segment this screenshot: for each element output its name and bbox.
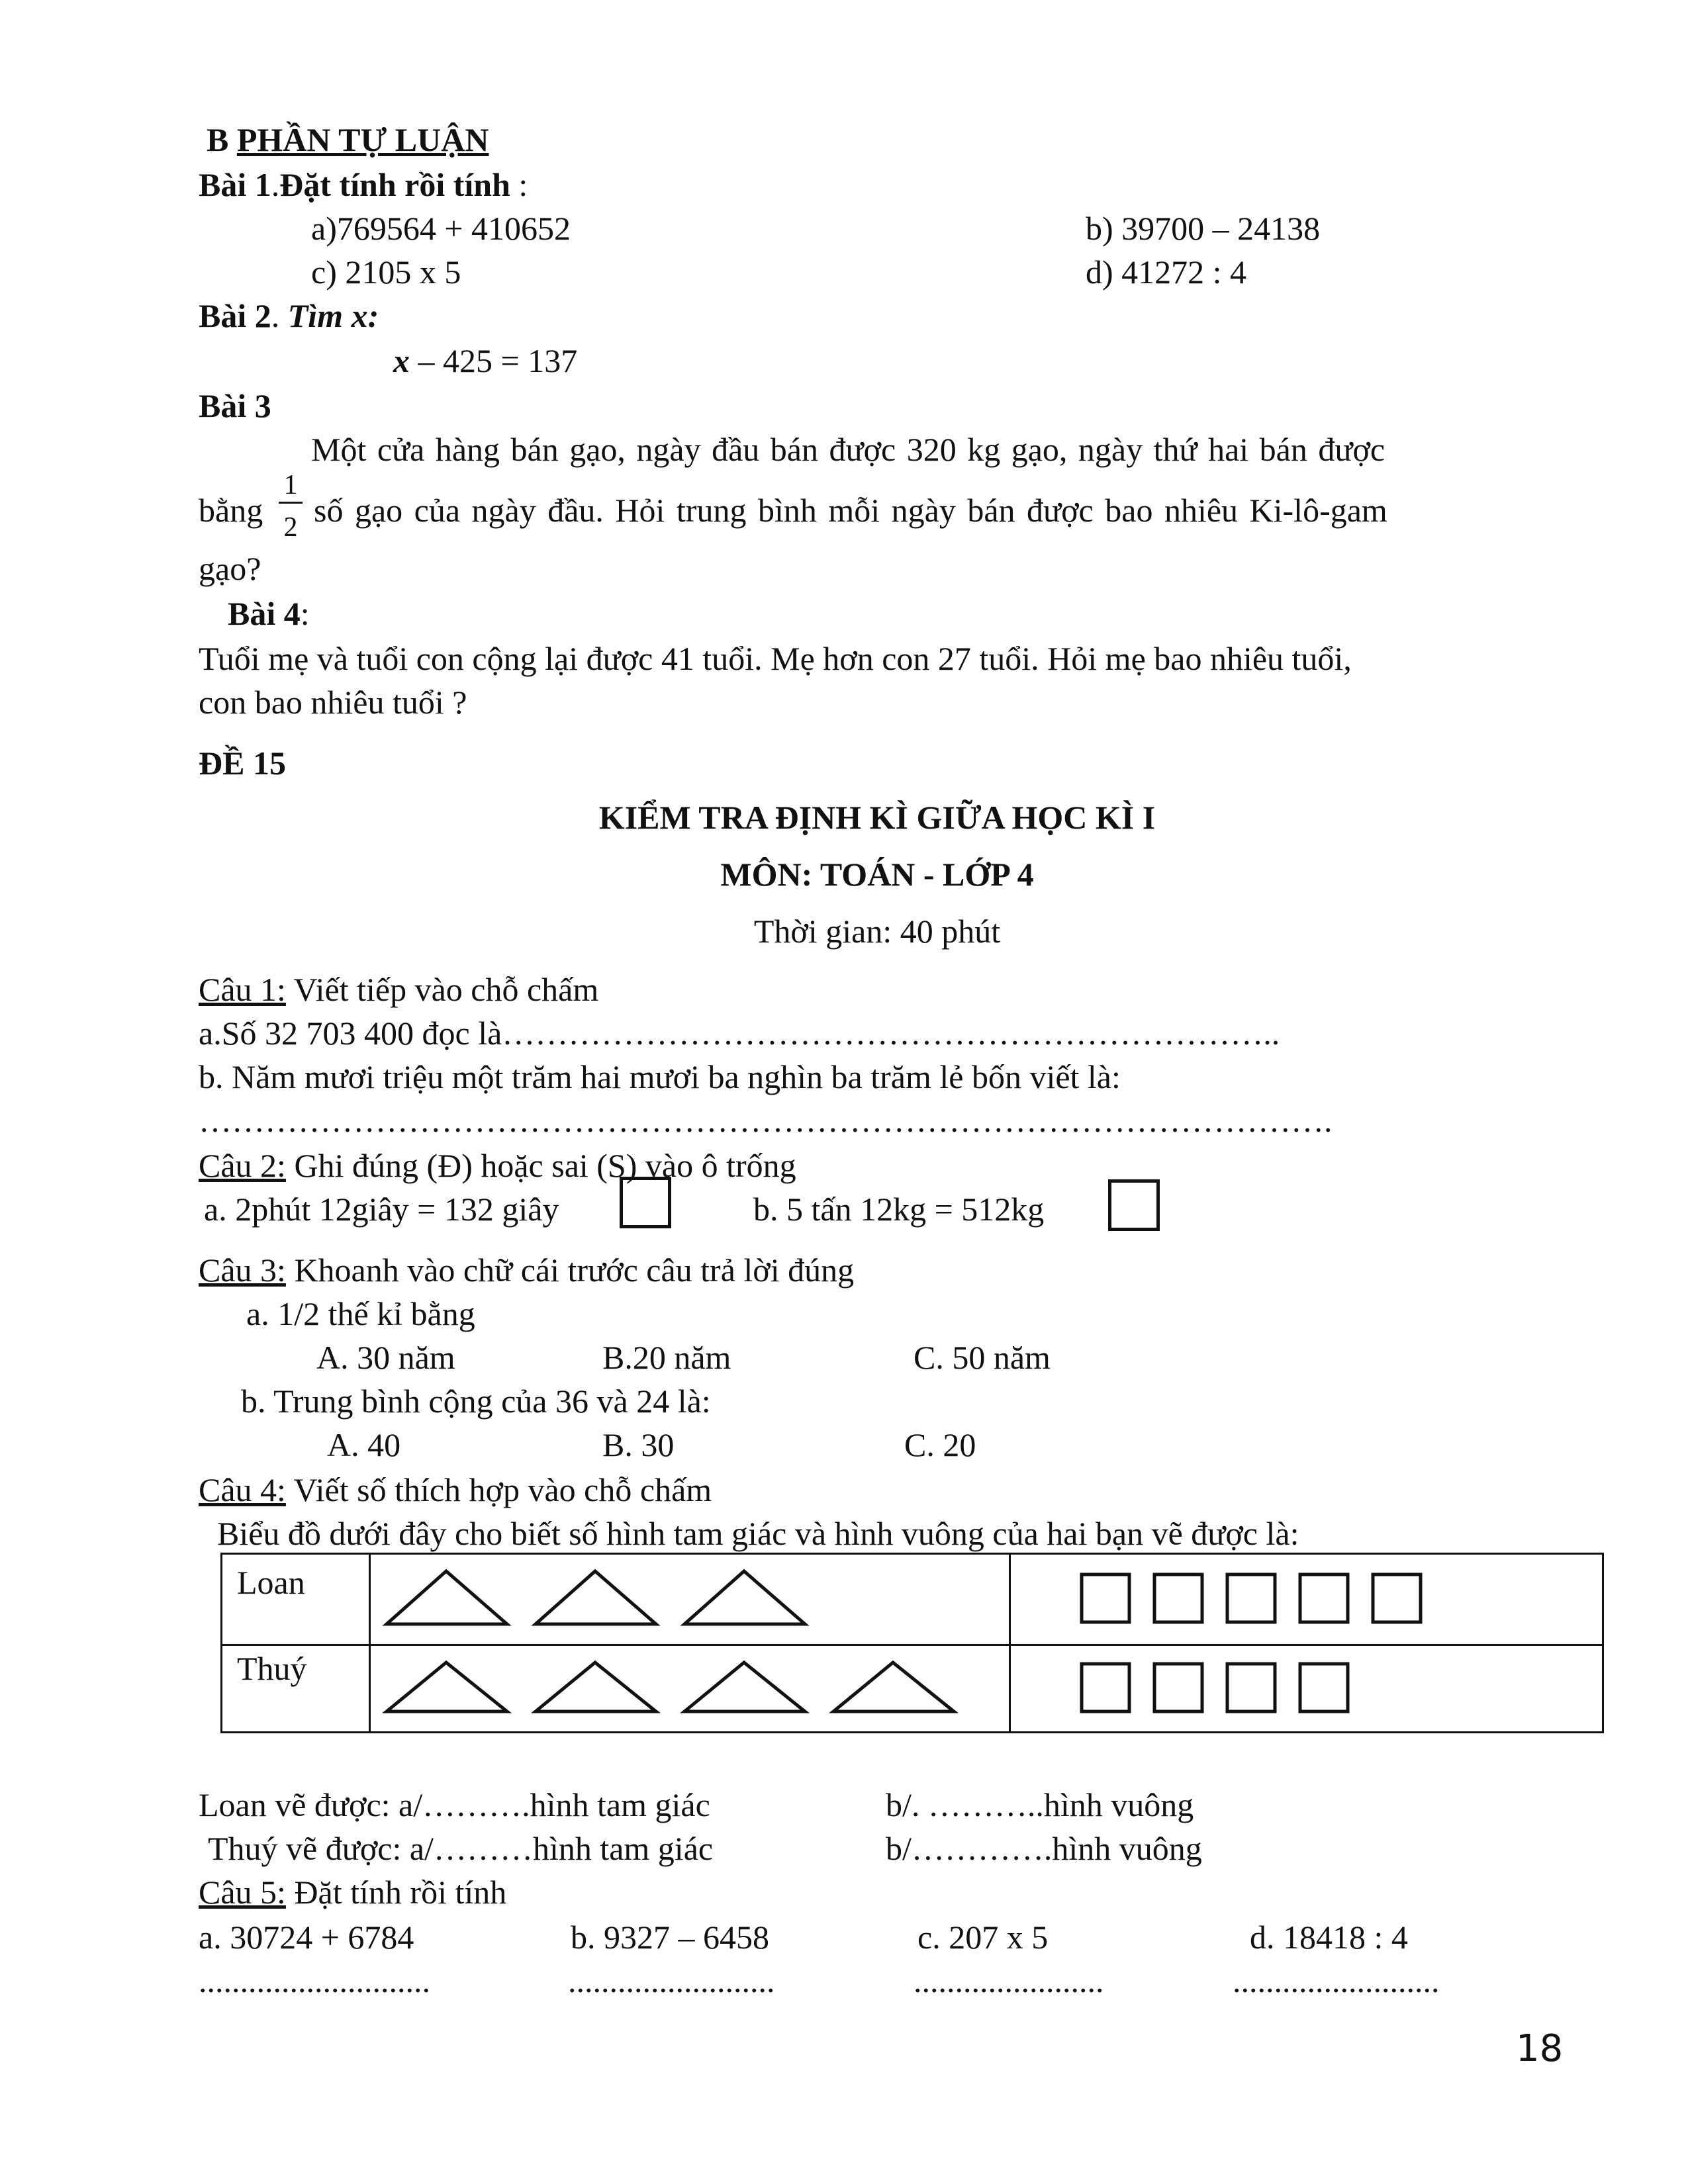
cau3-qb-option-b[interactable]: B. 30 (602, 1426, 675, 1463)
triangle-shape (536, 1571, 656, 1624)
square-shape (1154, 1574, 1202, 1622)
cau3-qa-option-b[interactable]: B.20 năm (602, 1339, 731, 1376)
cau5-item-d: d. 18418 : 4 (1250, 1919, 1408, 1956)
triangle-shape (833, 1662, 954, 1711)
loan-answer-a: Loan vẽ được: a/……….hình tam giác (199, 1786, 710, 1823)
thuy-answer-b: b/………….hình vuông (886, 1830, 1202, 1867)
triangle-shape (684, 1662, 805, 1711)
bai4-title: Bài 4: (228, 595, 310, 632)
cau1-a: a.Số 32 703 400 đọc là…………………………………………………………….. (199, 1015, 1280, 1052)
bai3-line1: Một cửa hàng bán gạo, ngày đầu bán được 320 kg gạo, ngày thứ hai bán được (311, 431, 1385, 468)
fraction-denominator: 2 (283, 512, 298, 543)
de-label: ĐỀ 15 (199, 745, 286, 782)
cau5-heading: Câu 5: Đặt tính rồi tính (199, 1874, 507, 1911)
cau2-heading: Câu 2: Ghi đúng (Đ) hoặc sai (S) vào ô trống (199, 1147, 796, 1184)
cau3-qa: a. 1/2 thế kỉ bằng (246, 1295, 475, 1332)
square-shape (1227, 1664, 1275, 1711)
bai1-a: a)769564 + 410652 (311, 210, 571, 247)
cau5-dots-a: ............................ (199, 1962, 430, 1999)
bai1-d: d) 41272 : 4 (1086, 253, 1247, 291)
section-heading-text: PHẦN TỰ LUẬN (236, 121, 489, 158)
cau5-dots-b: ......................... (568, 1962, 775, 1999)
triangle-shape (536, 1662, 656, 1711)
bai4-line2: con bao nhiêu tuổi ? (199, 684, 467, 721)
cau5-item-c: c. 207 x 5 (917, 1919, 1049, 1956)
row-name-thuy: Thuý (237, 1650, 307, 1687)
square-shape (1154, 1664, 1202, 1711)
thuy-answer-a: Thuý vẽ được: a/………hình tam giác (208, 1830, 714, 1867)
cau5-item-b: b. 9327 – 6458 (571, 1919, 769, 1956)
bai2-equation: x – 425 = 137 (393, 342, 578, 379)
section-heading: B PHẦN TỰ LUẬN (207, 121, 489, 158)
cau2-b: b. 5 tấn 12kg = 512kg (753, 1191, 1045, 1228)
loan-answer-b: b/. ………..hình vuông (886, 1786, 1194, 1823)
exam-title: KIỂM TRA ĐỊNH KÌ GIỮA HỌC KÌ I (598, 799, 1156, 836)
square-shape (1082, 1664, 1129, 1711)
row-name-loan: Loan (237, 1564, 305, 1601)
cau3-heading: Câu 3: Khoanh vào chữ cái trước câu trả lời đúng (199, 1251, 855, 1289)
square-shape (1300, 1574, 1348, 1622)
cau3-qb-option-c[interactable]: C. 20 (904, 1426, 976, 1463)
cau5-item-a: a. 30724 + 6784 (199, 1919, 414, 1956)
cau1-dots: …………………………………………………………………………………………. (199, 1102, 1333, 1139)
bai1-b: b) 39700 – 24138 (1086, 210, 1321, 247)
bai1-title: Bài 1.Đặt tính rồi tính : (199, 166, 528, 203)
square-shape (1300, 1664, 1348, 1711)
bai1-c: c) 2105 x 5 (311, 253, 461, 291)
triangle-shape (387, 1571, 507, 1624)
bai3-line3: gạo? (199, 550, 261, 587)
fraction-numerator: 1 (283, 470, 298, 500)
bai2-title: Bài 2. Tìm x: (199, 297, 379, 334)
bai3-bang: bằng (199, 492, 263, 529)
square-shape (1082, 1574, 1129, 1622)
cau1-heading: Câu 1: Viết tiếp vào chỗ chấm (199, 971, 599, 1008)
cau2-a: a. 2phút 12giây = 132 giây (204, 1191, 559, 1228)
bai4-line1: Tuổi mẹ và tuổi con cộng lại được 41 tuổi. Mẹ hơn con 27 tuổi. Hỏi mẹ bao nhiêu tuổi, (199, 640, 1352, 677)
square-shape (1227, 1574, 1275, 1622)
cau4-heading: Câu 4: Viết số thích hợp vào chỗ chấm (199, 1471, 712, 1508)
triangle-shape (684, 1571, 805, 1624)
cau4-intro: Biểu đồ dưới đây cho biết số hình tam giác và hình vuông của hai bạn vẽ được là: (217, 1515, 1299, 1552)
bai3-title: Bài 3 (199, 387, 271, 424)
exam-time: Thời gian: 40 phút (753, 913, 1001, 950)
cau1-b: b. Năm mươi triệu một trăm hai mươi ba nghìn ba trăm lẻ bốn viết là: (199, 1058, 1121, 1095)
cau3-qa-option-c[interactable]: C. 50 năm (914, 1339, 1051, 1376)
cau3-qb-option-a[interactable]: A. 40 (327, 1426, 401, 1463)
cau5-dots-c: ....................... (914, 1962, 1104, 1999)
bai3-line2: số gạo của ngày đầu. Hỏi trung bình mỗi ngày bán được bao nhiêu Ki-lô-gam (314, 492, 1387, 529)
page-number: 18 (1516, 2027, 1564, 2070)
cau3-qa-option-a[interactable]: A. 30 năm (316, 1339, 455, 1376)
square-shape (1373, 1574, 1421, 1622)
cau3-qb: b. Trung bình cộng của 36 và 24 là: (241, 1383, 711, 1420)
triangle-shape (387, 1662, 507, 1711)
cau5-dots-d: ......................... (1233, 1962, 1440, 1999)
exam-subject: MÔN: TOÁN - LỚP 4 (720, 856, 1034, 893)
